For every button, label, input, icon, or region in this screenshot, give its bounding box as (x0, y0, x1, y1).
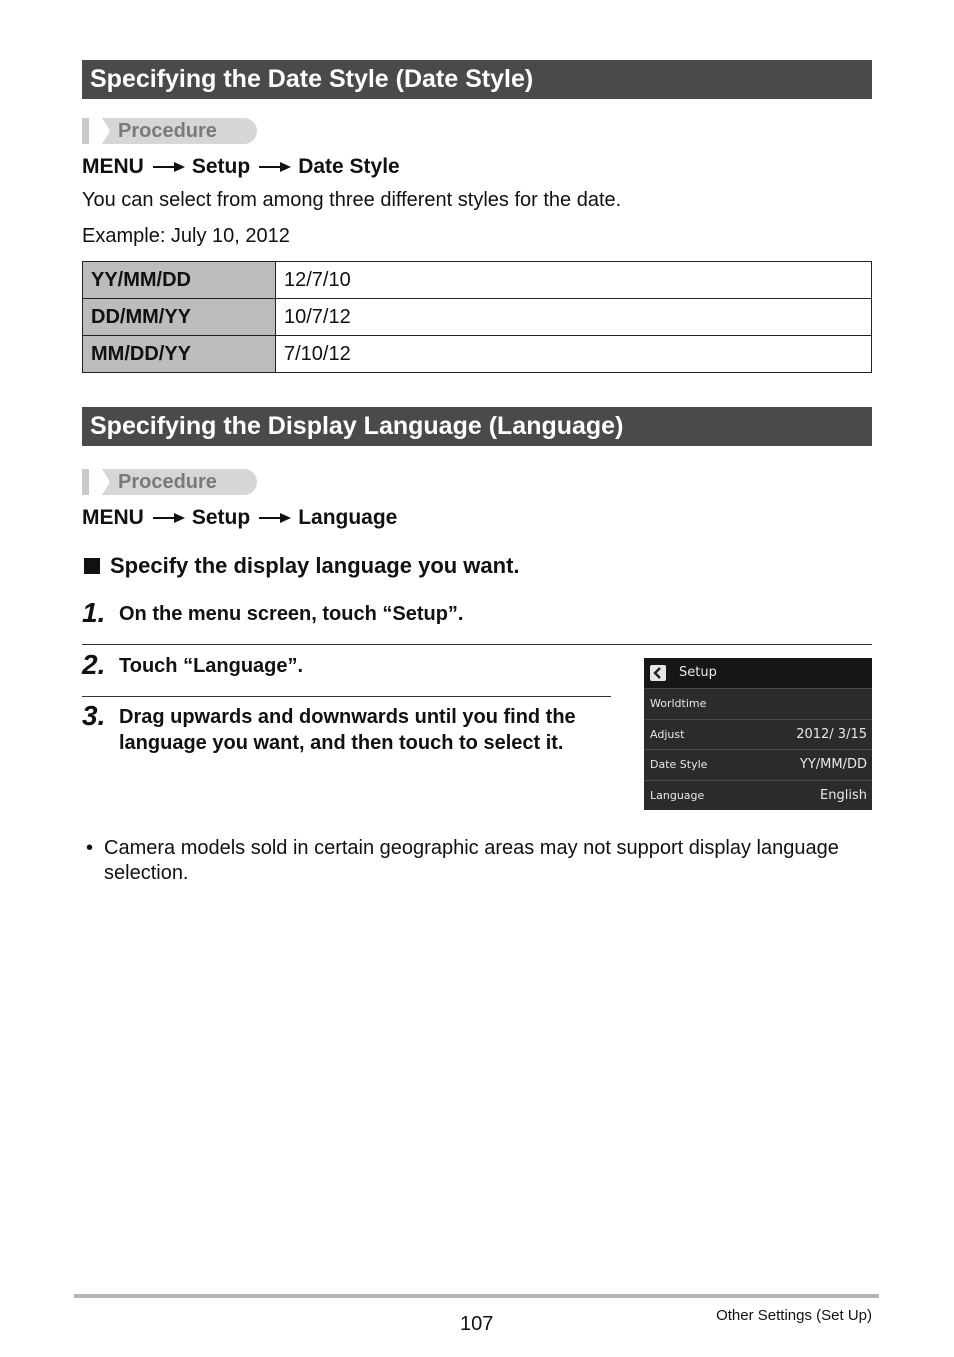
step-text: Touch “Language”. (119, 655, 304, 677)
date-format-cell: DD/MM/YY (83, 299, 276, 336)
menu-path-step: Language (298, 506, 398, 529)
date-style-example: Example: July 10, 2012 (82, 225, 290, 247)
date-style-table (82, 261, 872, 373)
bullet-icon: • (86, 837, 94, 859)
arrow-right-icon (259, 161, 291, 173)
date-style-intro: You can select from among three different styles for the date. (82, 189, 622, 211)
date-example-cell: 12/7/10 (276, 262, 872, 299)
language-subheading (84, 553, 520, 579)
chevron-left-icon[interactable] (650, 665, 666, 681)
subheading-text: Specify the display language you want. (110, 553, 520, 578)
step-number: 3. (82, 700, 106, 731)
step-divider (82, 696, 611, 697)
square-bullet-icon (84, 558, 100, 574)
menu-path-date-style (82, 155, 400, 179)
menu-path-language (82, 506, 397, 530)
camera-setup-screen (644, 658, 872, 810)
menu-path-step: MENU (82, 506, 144, 529)
screen-row-label: Language (650, 789, 705, 802)
screen-row-worldtime[interactable] (644, 688, 872, 718)
screen-row-value: YY/MM/DD (799, 757, 867, 772)
page-number: 107 (460, 1313, 494, 1335)
screen-row-adjust[interactable] (644, 719, 872, 749)
arrow-right-icon (153, 161, 185, 173)
table-row (83, 262, 872, 299)
arrow-right-icon (153, 512, 185, 524)
screen-row-value: English (820, 788, 867, 803)
step-divider (82, 644, 872, 645)
screen-row-label: Worldtime (650, 697, 707, 710)
footer-section-name: Other Settings (Set Up) (716, 1307, 872, 1324)
step-text: On the menu screen, touch “Setup”. (119, 603, 464, 625)
menu-path-step: MENU (82, 155, 144, 178)
step-number: 2. (82, 649, 106, 680)
section-title-date-style: Specifying the Date Style (Date Style) (82, 60, 872, 99)
table-row (83, 336, 872, 373)
screen-row-label: Date Style (650, 758, 708, 771)
menu-path-step: Date Style (298, 155, 400, 178)
procedure-label: Procedure (118, 120, 217, 142)
date-format-cell: MM/DD/YY (83, 336, 276, 373)
procedure-badge (82, 118, 257, 144)
step-number: 1. (82, 597, 106, 628)
screen-title: Setup (679, 665, 717, 680)
screen-row-value: 2012/ 3/15 (796, 727, 867, 742)
footer-divider (74, 1294, 879, 1298)
date-example-cell: 7/10/12 (276, 336, 872, 373)
menu-path-step: Setup (191, 506, 251, 529)
menu-path-step: Setup (191, 155, 251, 178)
procedure-label: Procedure (118, 471, 217, 493)
screen-header (644, 658, 872, 688)
date-example-cell: 10/7/12 (276, 299, 872, 336)
table-row (83, 299, 872, 336)
step-text: Drag upwards and downwards until you find the language you want, and then touch to select it. (119, 706, 576, 754)
date-format-cell: YY/MM/DD (83, 262, 276, 299)
screen-row-date-style[interactable] (644, 749, 872, 779)
screen-row-language[interactable] (644, 780, 872, 810)
procedure-badge (82, 469, 257, 495)
arrow-right-icon (259, 512, 291, 524)
section-title-language: Specifying the Display Language (Language) (82, 407, 872, 446)
screen-row-label: Adjust (650, 728, 685, 741)
note-text: Camera models sold in certain geographic areas may not support display language selection. (104, 837, 839, 884)
